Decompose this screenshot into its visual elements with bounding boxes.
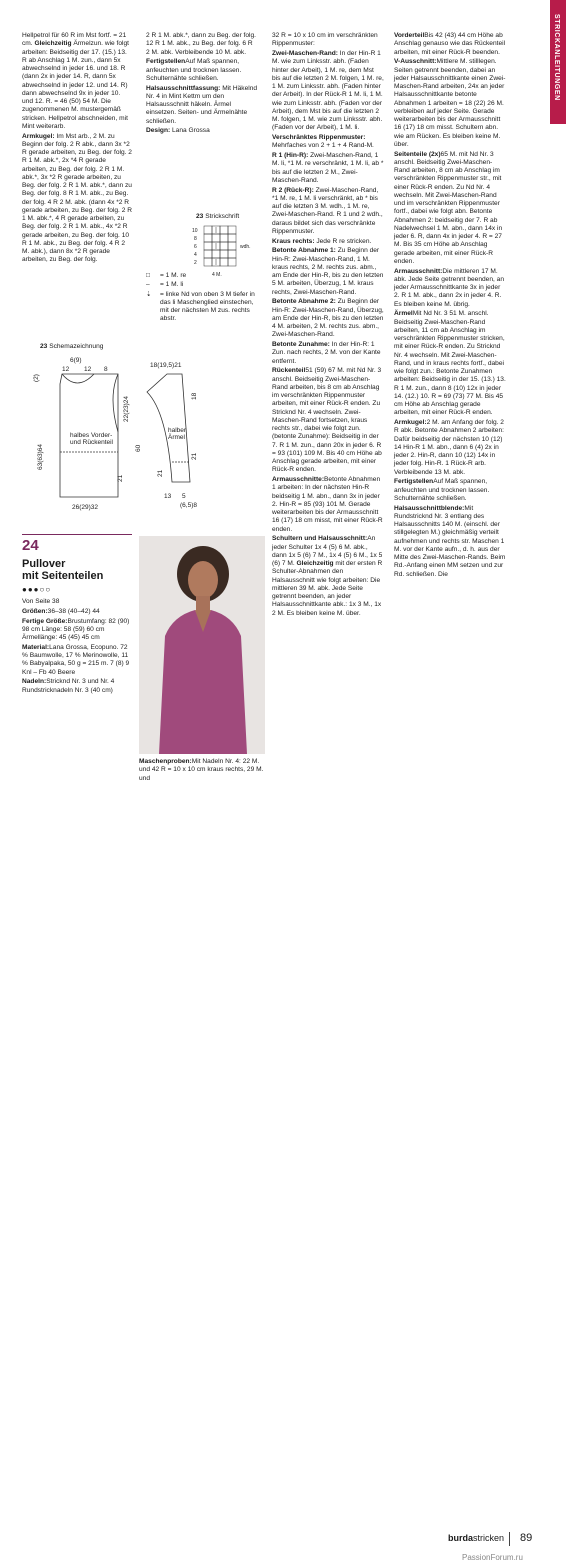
body-text: In der Hin-R 1 M. wie zum Linksstr. abh. (Faden hinter der Arbeit), 1 M. re, dem Mst bis auf die letzten 2 M. folgen, 1 M. re, 1 M. zum Linksstr. abh. (Faden hinter der Arbeit). In der Rück-R 1 M. li, 1 M. wie zum Linksstr. abh. (Faden vor der Arbeit), dem Mst bis auf die letzten 2 M. folgen, 1 M. wie zum Linksstr. abh. (Faden vor der Arbeit), 1 M. li. bbox=[272, 50, 384, 132]
body-text: An jeder Schulter 1x 4 (5) 6 M. abk., dann 1x 5 (6) 7 M., 1x 4 (5) 6 M., 1x 5 (6) 7 M. bbox=[272, 535, 383, 567]
difficulty-dots: ●●●○○ bbox=[22, 585, 52, 594]
section-heading: Material: bbox=[22, 643, 50, 651]
section-heading: V-Ausschnitt: bbox=[394, 58, 437, 66]
body-text: mit der ersten R Schulter-Abnahmen den Halsausschnitt wie folgt arbeiten: Die mittleren 39 M. abk. Jede Seite getrennt beenden, an jeder Halsausschnittkante abk.: 1x 3 M., 1x 2 M. Es bleiben keine M. über. bbox=[272, 560, 383, 617]
chart-row-8: 8 bbox=[194, 236, 197, 242]
schema-sleeve-label-2: Ärmel bbox=[168, 434, 185, 441]
chart-cell bbox=[220, 250, 228, 258]
section-heading: Halsausschnittfassung: bbox=[146, 84, 221, 92]
body-text: Mehrfaches von 2 + 1 + 4 Rand-M. bbox=[272, 142, 374, 150]
body-text: Mit Nadeln Nr. 4: 22 M. und 42 R = 10 x 10 cm kraus rechts, 29 M. und bbox=[139, 758, 264, 782]
body-text: Mit Nd Nr. 3 51 M. anschl. Beidseitig Zwei-Maschen-Rand arbeiten, 11 cm ab Anschlag im verschränkten Rippenmuster stricken, mit einer Rück-R enden. Zu Stricknd Nr. 4 wechseln. Mit Zwei-Maschen-Rand, und in kraus rechts fortf., dabei wie folgt zun.: Betonte Zunahmen arbeiten: Beidseitig in der 15. (13.) 13. R 1 M. zun., dann 8 (10) 12x in jeder 14. (12.) 10. R = 69 (73) 77 M. Bis 45 cm Höhe ab Anschlag gerade arbeiten, mit einer Rück-R enden. bbox=[394, 310, 506, 417]
pattern-divider bbox=[22, 534, 132, 535]
chart-cell bbox=[228, 250, 236, 258]
schema-cuff-bottom: (6,5)8 bbox=[180, 502, 197, 509]
chart-row-10: 10 bbox=[192, 228, 198, 234]
chart-cell bbox=[228, 242, 236, 250]
pattern-details bbox=[22, 598, 132, 696]
chart-row-6: 6 bbox=[194, 244, 197, 250]
chart-cell bbox=[220, 258, 228, 266]
section-heading: Armkugel: bbox=[22, 132, 55, 140]
body-text: In der Hin-R: 1 Zun. nach rechts, 2 M. von der Kante entfernt. bbox=[272, 341, 381, 365]
side-tab-bar bbox=[550, 0, 566, 124]
section-heading: Maschenproben: bbox=[139, 758, 192, 765]
pattern-title-line-2: mit Seitenteilen bbox=[22, 570, 104, 582]
legend-text: = 1 M. re bbox=[160, 272, 187, 279]
section-heading: Armausschnitte: bbox=[272, 476, 325, 483]
body-text: Zwei-Maschen-Rand, *1 M. re, 1 M. li verschränkt, ab * bis auf die letzten 3 M. wdh., 1 M. re, Zwei-Maschen-Rand. R 1 und 2 wdh., daraus bildet sich das verschränkte Rippenmuster. bbox=[272, 186, 383, 235]
legend-text: = 1 M. li bbox=[160, 281, 184, 289]
text-column-3 bbox=[272, 32, 384, 619]
section-heading: Schultern und Halsausschnitt: bbox=[272, 535, 368, 543]
schema-neck-right: 8 bbox=[104, 366, 108, 373]
chart-cell bbox=[212, 250, 220, 258]
chart-row-2: 2 bbox=[194, 260, 197, 266]
chart-repeat-label: wdh. bbox=[240, 244, 251, 250]
legend-symbol: – bbox=[146, 281, 150, 289]
body-text: 32 R = 10 x 10 cm im verschränkten Rippenmuster: bbox=[272, 32, 378, 48]
section-heading: Betonte Abnahme 2: bbox=[272, 298, 336, 306]
body-text: Lana Grossa bbox=[172, 127, 210, 135]
schema-sleeve-side: 21 bbox=[157, 469, 164, 477]
armhole bbox=[113, 374, 118, 432]
legend-item bbox=[146, 272, 258, 280]
schema-drawing bbox=[22, 352, 202, 517]
section-heading: Gleichzeitig bbox=[296, 560, 334, 567]
section-side-tab bbox=[550, 0, 566, 800]
section-heading: Fertigstellen bbox=[394, 478, 434, 486]
body-text: Ärmelzun. wie folgt arbeiten: Beidseitig der 17. (15.) 13. R ab Anschlag 1 M. zun., dann 5x abwechselnd in jeder 16. und 18. R (dann 2x in jeder 14. R, dann 5x abwechselnd in jeder 12. und 14. R) dann abwechselnd 9x in jeder 10. und 12. R. = 46 (50) 54 M. Die zugenommenen M. mustergemäß stricken. Hellpetrol abschneiden, mit Mint weiterarb. bbox=[22, 40, 130, 130]
chart-cell bbox=[220, 234, 228, 242]
body-text: Die mittleren 17 M. abk. Jede Seite getrennt beenden, an jeder Armausschnittkante 3x in jeder 2. R 1 M. abk., dann 2x in jeder 4. R. Es bleiben keine M. übrig. bbox=[394, 267, 504, 308]
section-heading: Design: bbox=[146, 127, 173, 135]
legend-item bbox=[146, 291, 258, 324]
chart-cell bbox=[220, 226, 228, 234]
schema-sleeve-height: 60 bbox=[135, 444, 142, 452]
body-text: Zwei-Maschen-Rand, 1 M. li, *1 M. re verschränkt, 1 M. li, ab * bis auf die letzten 2 M., Zwei-Maschen-Rand. bbox=[272, 152, 384, 184]
schema-cuff-width: 13 bbox=[164, 493, 172, 500]
text-column-4 bbox=[394, 32, 506, 580]
schema-body-label-1: halbes Vorder- bbox=[70, 432, 113, 439]
body-text: Auf Maß spannen, anfeuchten und trocknen lassen. Schulternähte schließen. bbox=[394, 478, 490, 502]
schema-neck-left: 12 bbox=[62, 366, 70, 373]
body-text: 2 M. am Anfang der folg. 2 R abk. Betonte Abnahmen 2 arbeiten: Dafür beidseitig der nächsten 10 (12) 14 Hin-R 1 M. abn., dann 6 (4) 2x in jeder 2. Hin-R, dann 10 (12) 14x in jeder folg. Hin-R. 1 Rück-R arb. Verbleibende 13 M. abk. bbox=[394, 419, 504, 476]
chart-cell bbox=[204, 234, 212, 242]
chart-cell bbox=[228, 258, 236, 266]
section-heading: Fertigstellen bbox=[146, 58, 186, 66]
chart-cell bbox=[204, 250, 212, 258]
body-text: 65 M. mit Nd Nr. 3 anschl. Beidseitig Zwei-Maschen-Rand arbeiten, 8 cm ab Anschlag im verschränkten Rippenmuster str., mit einer Rück-R enden. Zu Nd Nr. 4 wechseln. Mit Zwei-Maschen-Rand und im verschränkten Rippenmuster fortf., dabei wie folgt abn. Betonte Abnahmen 2: beidseitig der 7. R ab Nadelwechsel 1 M. abn., dann 14x in jeder 6. R, dann 4x in jeder 4. R = 27 M. Bis 35 cm Höhe ab Anschlag gerade arbeiten, mit einer Rück-R enden. bbox=[394, 150, 503, 265]
schema-side-height: 63(63)64 bbox=[37, 443, 44, 470]
schema-depth: (2) bbox=[33, 374, 40, 382]
chart-cell bbox=[212, 234, 220, 242]
body-text: 51 (59) 67 M. mit Nd Nr. 3 anschl. Beidseitig Zwei-Maschen-Rand arbeiten, bis 8 cm ab Anschlag im verschränkten Rippenmuster arbeiten, mit einer Rück-R enden. Zu Stricknd Nr. 4 wechseln. Zwei-Maschen-Rand fortsetzen, kraus rechts str., dabei wie folgt zun. (betonte Zunahme): Beidseitig in der 7. R 1 M. zun., dann 20x in jeder 6. R = 93 (101) 109 M. Bis 40 cm Höhe ab Anschlag gerade arbeiten, mit einer Rück-R enden. bbox=[272, 367, 382, 474]
schema-bottom-width: 26(29)32 bbox=[72, 504, 99, 511]
schema-sleeve-label-1: halber bbox=[168, 427, 187, 434]
neckline bbox=[62, 374, 94, 383]
section-heading: Größen: bbox=[22, 607, 48, 615]
schema-neck-center: 12 bbox=[84, 366, 92, 373]
schema-caption-label: Schemazeichnung bbox=[49, 343, 104, 350]
section-heading: Gleichzeitig bbox=[34, 40, 72, 48]
legend-item bbox=[146, 281, 258, 289]
body-text: Bis 42 (43) 44 cm Höhe ab Anschlag genauso wie das Rückenteil arbeiten, mit einer Rück-R beenden. bbox=[394, 32, 506, 56]
schema-cuff-right: 5 bbox=[182, 493, 186, 500]
section-heading: Verschränktes Rippenmuster: bbox=[272, 134, 366, 141]
legend-text: = linke Nd von oben 3 M tiefer in das li Maschenglied einstechen, mit der nächsten M zus. rechts abstr. bbox=[160, 290, 255, 323]
schema-top-width: 6(9) bbox=[70, 357, 82, 364]
chart-cell bbox=[228, 226, 236, 234]
body-text: Stricknd Nr. 3 und Nr. 4 Rundstricknadeln Nr. 3 (40 cm) bbox=[22, 678, 115, 694]
body-text: 2 R 1 M. abk.*, dann zu Beg. der folg. 12 R 1 M. abk., zu Beg. der folg. 6 R 2 M. abk. Verbleibende 10 M. abk. bbox=[146, 32, 256, 56]
body-text: Mit Rundstricknd Nr. 3 entlang des Halsausschnitts 140 M. (einschl. der stillgelegten M.) gleichmäßig verteilt aufnehmen und rechts str. Maschen 1 M. vor der Kante aufn., d. h. aus der Mitte des Zwei-Maschen-Rands. Beim Rd.-Anfang einen MM setzen und zur Rd. schließen. Die bbox=[394, 504, 506, 578]
section-heading: R 1 (Hin-R): bbox=[272, 152, 309, 159]
page-footer bbox=[0, 766, 566, 1562]
section-heading: Kraus rechts: bbox=[272, 237, 315, 245]
chart-bottom-label: 4 M. bbox=[212, 272, 222, 278]
section-heading: Seitenteile (2x) bbox=[394, 150, 441, 158]
legend-symbol: □ bbox=[146, 272, 150, 279]
body-text: Von Seite 38 bbox=[22, 598, 60, 605]
chart-legend bbox=[146, 272, 258, 325]
section-heading: Vorderteil bbox=[394, 32, 425, 39]
watermark: PassionForum.ru bbox=[462, 1553, 523, 1562]
section-heading: Zwei-Maschen-Rand: bbox=[272, 50, 338, 57]
schema-body-height: 21 bbox=[117, 474, 124, 482]
footer-separator bbox=[509, 1532, 510, 1546]
side-tab-label: STRICKANLEITUNGEN bbox=[553, 14, 560, 101]
body-text: Lana Grossa, Ecopuno. 72 % Baumwolle, 17 % Merinowolle, 11 % Babyalpaka, 50 g = 215 m. 7 (8) 9 Knl – Fb 40 Beere bbox=[22, 643, 130, 676]
body-text: Mit Häkelnd Nr. 4 in Mint Kettm um den Halsausschnitt häkeln. Ärmel einsetzen. Seiten- und Ärmelnähte schließen. bbox=[146, 84, 258, 125]
chart-caption-num: 23 bbox=[196, 213, 204, 220]
chart-cell bbox=[204, 242, 212, 250]
body-text: Brustumfang: 82 (90) 98 cm Länge: 58 (59) 60 cm Ärmellänge: 45 (45) 45 cm bbox=[22, 617, 130, 641]
schema-caption bbox=[40, 343, 103, 351]
section-heading: Betonte Zunahme: bbox=[272, 341, 330, 348]
legend-symbol: ⇣ bbox=[146, 290, 152, 298]
body-text: 36–38 (40–42) 44 bbox=[47, 607, 100, 615]
chart-caption-label: Strickschrift bbox=[205, 213, 240, 220]
pattern-title bbox=[22, 558, 103, 582]
schema-body-label-2: und Rückenteil bbox=[70, 439, 113, 446]
body-text: Jede R re stricken. bbox=[314, 237, 372, 245]
schema-sleeve-top: 18(19,5)21 bbox=[150, 362, 182, 369]
section-heading: Fertige Größe: bbox=[22, 617, 68, 625]
body-text: Betonte Abnahmen 1 arbeiten: In der nächsten Hin-R beidseitig 1 M. abn., dann 3x in jeder 2. Hin-R = 85 (93) 101 M. Gerade weiterarbeiten bis der Armausschnitt 16 (17) 18 cm misst, mit einer Rück-R enden. bbox=[272, 476, 383, 533]
chart-cell bbox=[204, 258, 212, 266]
pattern-number: 24 bbox=[22, 537, 39, 554]
body-text: Mittlere M. stilllegen. Seiten getrennt beenden, dabei an jeder Halsausschnittkante einen Zwei-Maschen-Rand arbeiten, 24x an jeder Halsausschnittkante betonte Abnahmen 1 arbeiten = 18 (22) 26 M. verbleiben auf jeder Seite. Gerade weiterarbeiten bis der Armausschnitt 16 (17) 18 cm misst. Schultern abn. wie am Rücken. Es bleiben keine M. über. bbox=[394, 58, 506, 148]
chart-caption bbox=[196, 213, 239, 221]
section-heading: Ärmel bbox=[394, 310, 413, 318]
chart-cell bbox=[228, 234, 236, 242]
section-heading: Betonte Abnahme 1: bbox=[272, 247, 336, 255]
page-number: 89 bbox=[520, 1532, 533, 1544]
body-text: Hellpetrol für 60 R im Mst fortf. = 21 cm. bbox=[22, 32, 127, 48]
schema-sleeve-height-3: 21 bbox=[191, 452, 198, 460]
schema-armhole-height: 22(23)24 bbox=[123, 395, 130, 422]
section-heading: Armkugel: bbox=[394, 419, 427, 426]
magazine-brand: burdastricken bbox=[448, 1533, 505, 1543]
section-heading: Nadeln: bbox=[22, 678, 47, 686]
chart-cell bbox=[204, 226, 212, 234]
schema-sleeve-height-2: 18 bbox=[191, 392, 198, 400]
text-column-2 bbox=[146, 32, 258, 137]
body-text: Zu Beginn der Hin-R: Zwei-Maschen-Rand, Überzug, am Ende der Hin-R, bis zu den letzten 4 M. arbeiten, 2 M. rechts zus. abm., Zwei-Maschen-Rand. bbox=[272, 298, 384, 339]
body-text: Auf Maß spannen, anfeuchten und trocknen lassen. Schulternähte schließen. bbox=[146, 58, 242, 82]
section-heading: R 2 (Rück-R): bbox=[272, 186, 314, 194]
text-column-1 bbox=[22, 32, 132, 266]
body-text: Im Mst arb., 2 M. zu Beginn der folg. 2 R abk., dann 3x *2 R gerade arbeiten, zu Beg. der folg. 2 R 1 M. abk.*, 2x *4 R gerade arbeiten, zu Beg. der folg. 2 R 1 M. abk.*, 3x *2 R gerade arbeiten, zu Beg. der folg. 2 R 1 M. abk.*, dann zu Beg. der folg. 8 R 1 M. abk., zu Beg. der folg. 4 R 2 M. abk. (dann 4x *2 R gerade arbeiten, zu Beg. der folg. 2 R 1 M. abk.*, 4 R gerade arbeiten, zu Beg. der folg. 2 R 1 M. abk., 4x *2 R gerade arbeiten, zu Beg. der folg. 10 R 1 M. abk., zu Beg. der folg. 4 R 2 M. abk.), dann 8x *2 R gerade arbeiten, zu Beg. der folg. bbox=[22, 132, 132, 264]
chart-row-4: 4 bbox=[194, 252, 197, 258]
model-photo bbox=[139, 536, 265, 754]
pattern-title-line-1: Pullover bbox=[22, 558, 66, 570]
body-text: Zu Beginn der Hin-R: Zwei-Maschen-Rand, 1 M. kraus rechts, 2 M. rechts zus. abm., am Ende der Hin-R, bis zu den letzten 5 M. arbeiten, Überzug, 1 M. kraus rechts, Zwei-Maschen-Rand. bbox=[272, 247, 384, 296]
section-heading: Halsausschnittblende: bbox=[394, 504, 465, 512]
schema-caption-num: 23 bbox=[40, 343, 48, 350]
section-heading: Armausschnitt: bbox=[394, 267, 443, 275]
section-heading: Rückenteil bbox=[272, 367, 306, 375]
chart-cell bbox=[220, 242, 228, 250]
